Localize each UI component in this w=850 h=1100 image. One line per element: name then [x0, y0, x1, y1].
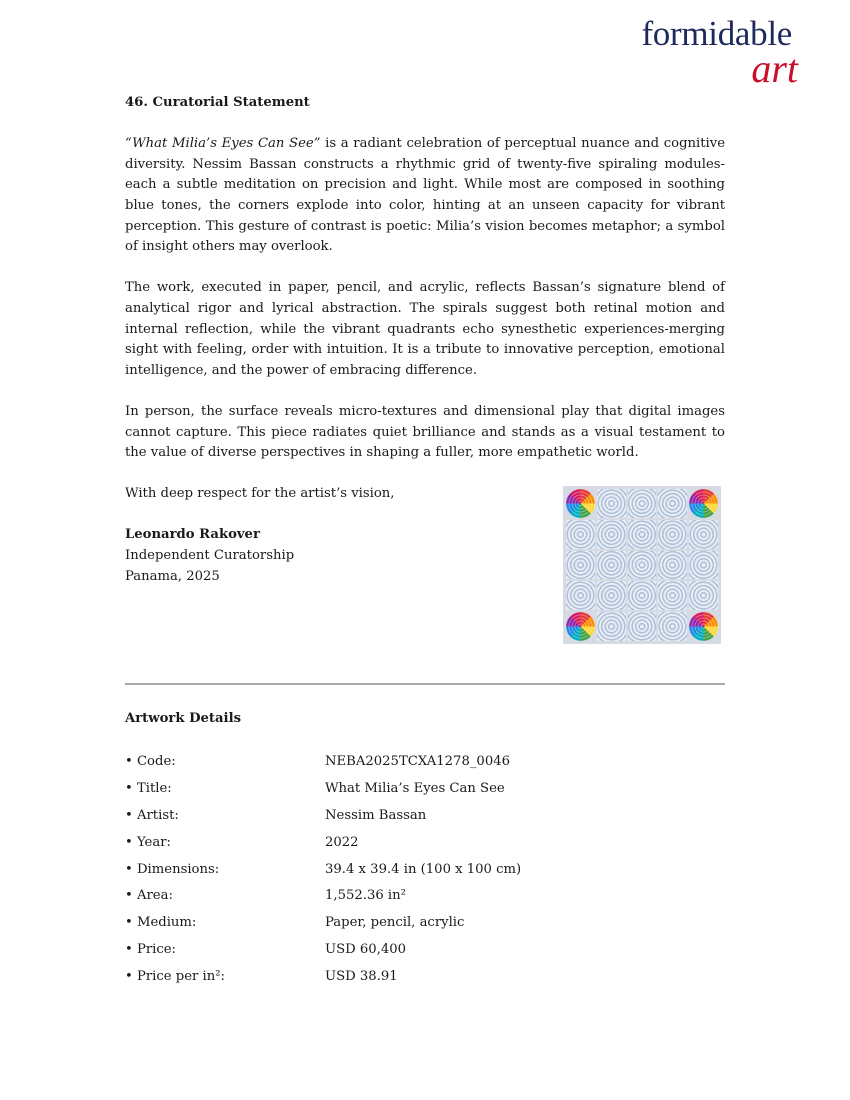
artwork-blue-module	[658, 612, 687, 641]
detail-value: Nessim Bassan	[325, 807, 427, 823]
detail-value: USD 38.91	[325, 969, 398, 985]
detail-value: 1,552.36 in²	[325, 888, 406, 904]
artwork-color-module	[689, 489, 718, 518]
artwork-blue-module	[597, 489, 626, 518]
detail-row	[125, 859, 725, 886]
closing-line: With deep respect for the artist’s vision,	[125, 486, 395, 502]
artwork-blue-module	[566, 551, 595, 580]
artwork-blue-module	[597, 551, 626, 580]
statement-paragraph-2: The work, executed in paper, pencil, and acrylic, reflects Bassan’s signature blend of analytical rigor and lyrical abstraction. The spirals suggest both retinal motion and internal reflection, while the vibrant quadrants echo synesthetic experiences-merging sight with feeling, order with intuition. It is a tribute to innovative perception, emotional intelligence, and the power of embracing difference.	[125, 280, 725, 378]
artwork-blue-module	[658, 581, 687, 610]
detail-row	[125, 966, 725, 993]
detail-row	[125, 885, 725, 912]
artwork-blue-module	[628, 489, 657, 518]
detail-label: • Medium:	[125, 915, 197, 931]
detail-value: USD 60,400	[325, 942, 407, 958]
artwork-blue-module	[689, 551, 718, 580]
detail-label: • Title:	[125, 780, 172, 796]
detail-row	[125, 939, 725, 966]
artwork-blue-module	[689, 520, 718, 549]
artwork-details-list	[125, 751, 725, 993]
artwork-blue-module	[628, 581, 657, 610]
paragraph-1-text: is a radiant celebration of perceptual nuance and cognitive diversity. Nessim Bassan constructs a rhythmic grid of twenty-five spiraling modules-each a subtle meditation on precision and light. While most are composed in soothing blue tones, the corners explode into color, hinting at an unseen capacity for vibrant perception. This gesture of contrast is poetic: Milia’s vision becomes metaphor; a symbol of insight others may overlook.	[125, 136, 726, 255]
detail-label: • Price:	[125, 942, 176, 958]
artwork-blue-module	[597, 612, 626, 641]
detail-value: NEBA2025TCXA1278_0046	[325, 754, 510, 769]
artwork-blue-module	[658, 551, 687, 580]
detail-value: Paper, pencil, acrylic	[325, 915, 465, 931]
statement-paragraph-1	[125, 134, 725, 258]
artwork-blue-module	[658, 489, 687, 518]
artwork-blue-module	[628, 520, 657, 549]
artwork-blue-module	[628, 612, 657, 641]
artwork-image	[563, 486, 721, 644]
artwork-title-quote: “What Milia’s Eyes Can See”	[125, 136, 321, 152]
statement-heading: 46. Curatorial Statement	[125, 95, 310, 110]
detail-value: What Milia’s Eyes Can See	[325, 780, 505, 796]
artwork-color-module	[689, 612, 718, 641]
artwork-blue-module	[658, 520, 687, 549]
detail-label: • Year:	[125, 834, 171, 850]
detail-label: • Code:	[125, 754, 176, 769]
artwork-blue-module	[597, 581, 626, 610]
detail-label: • Dimensions:	[125, 861, 220, 877]
detail-row	[125, 805, 725, 832]
signature-role: Independent Curatorship	[125, 548, 295, 564]
artwork-blue-module	[628, 551, 657, 580]
signature-place: Panama, 2025	[125, 568, 220, 584]
logo-word: formidable	[641, 14, 792, 53]
artwork-blue-module	[597, 520, 626, 549]
section-divider	[125, 683, 725, 685]
detail-value: 39.4 x 39.4 in (100 x 100 cm)	[325, 861, 522, 877]
detail-row	[125, 751, 725, 778]
detail-label: • Artist:	[125, 807, 179, 823]
detail-value: 2022	[325, 834, 359, 850]
logo-accent: art	[751, 46, 798, 91]
detail-row	[125, 832, 725, 859]
detail-row	[125, 778, 725, 805]
artwork-blue-module	[566, 581, 595, 610]
brand-logo	[641, 14, 798, 91]
artwork-blue-module	[566, 520, 595, 549]
detail-label: • Area:	[125, 888, 173, 904]
detail-label: • Price per in²:	[125, 969, 225, 985]
details-heading: Artwork Details	[125, 711, 242, 726]
artwork-color-module	[566, 489, 595, 518]
artwork-blue-module	[689, 581, 718, 610]
signature-name: Leonardo Rakover	[125, 527, 260, 543]
detail-row	[125, 912, 725, 939]
statement-paragraph-3: In person, the surface reveals micro-textures and dimensional play that digital images cannot capture. This piece radiates quiet brilliance and stands as a visual testament to the value of diverse perspectives in shaping a fuller, more empathetic world.	[125, 403, 725, 461]
artwork-color-module	[566, 612, 595, 641]
